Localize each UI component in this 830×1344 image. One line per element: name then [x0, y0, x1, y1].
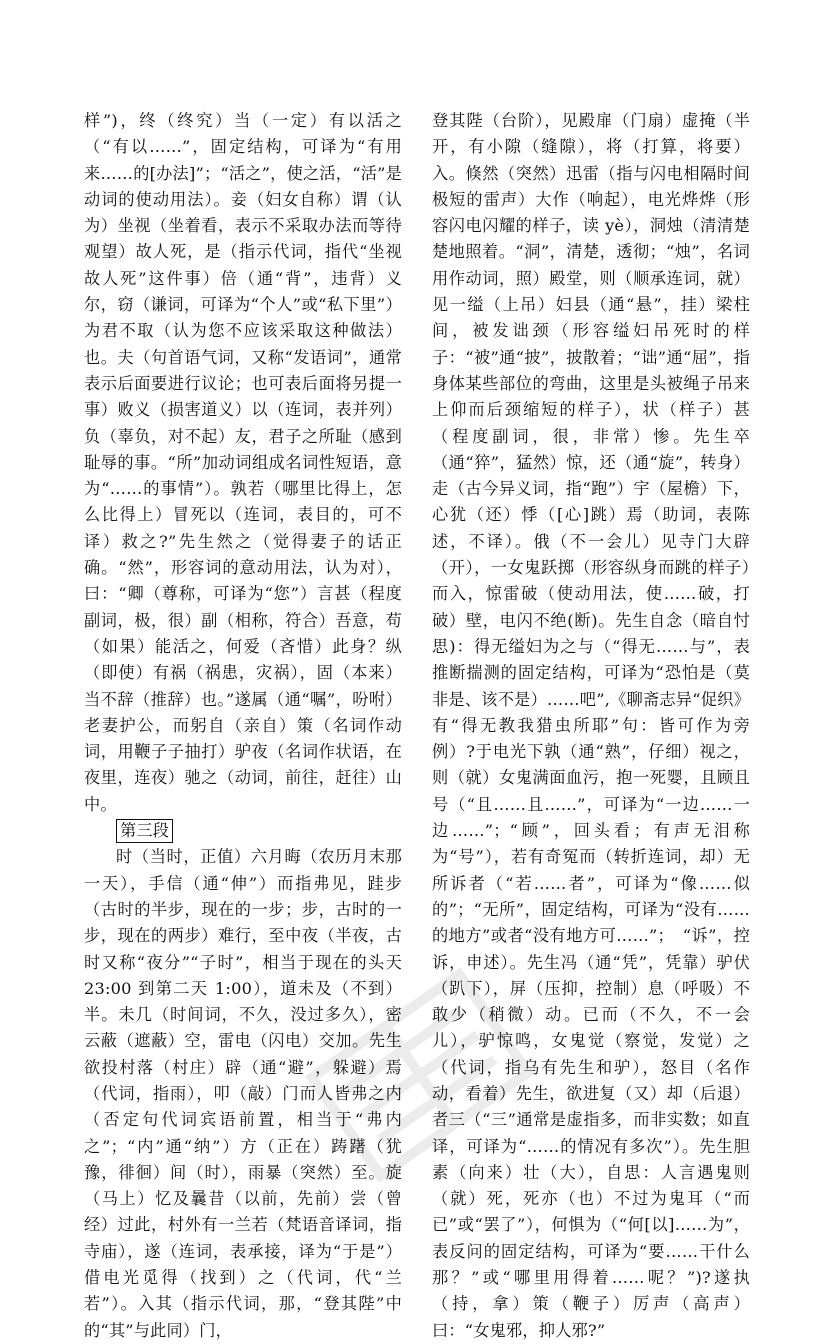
section-heading: 第三段	[116, 819, 173, 843]
left-paragraph-2: 时（当时，正值）六月晦（农历月末那一天），手信（通“伸”）而指弗见，跬步（古时的半步，现在的一步；步，古时的一步，现在的两步）难行，至中夜（半夜，古时又称“夜分”“子时”，相当于现在的头天 23:00 到第二天 1:00），道未及（不到）半。未几（时间词，不久，没过多久），密云蔽（遮蔽）空，雷电（闪电）交加。先生欲投村落（村庄）辟（通“避”，躲避）焉（代词，指雨），叩（敲）门而人皆弗之内（否定句代词宾语前置，相当于“弗内之”；“内”通“纳”）方（正在）踌躇（犹豫，徘徊）间（时），雨暴（突然）至。旋（马上）忆及曩昔（以前，先前）尝（曾经）过此，村外有一兰若（梵语音译词，指寺庙），遂（连词，表承接，译为“于是”）借电光觅得（找到）之（代词，代“兰若”）。入其（指示代词，那，“登其陛”中的“其”与此同）门，	[84, 847, 402, 1340]
right-paragraph-1: 登其陛（台阶），见殿扉（门扇）虚掩（半开，有小隙（缝隙），将（打算，将要）入。倏然（突然）迅雷（指与闪电相隔时间极短的雷声）大作（响起），电光烨烨（形容闪电闪耀的样子，读 yè），洞烛（清清楚楚地照着。“洞”，清楚，透彻；“烛”，名词用作动词，照）殿堂，则（顺承连词，就）见一缢（上吊）妇县（通“悬”，挂）梁柱间，被发诎颈（形容缢妇吊死时的样子：“被”通“披”，披散着；“诎”通“屈”，指身体某些部位的弯曲，这里是头被绳子吊来上仰而后颈缩短的样子），状（样子）甚（程度副词，很，非常）惨。先生卒（通“猝”，猛然）惊，还（通“旋”，转身）走（古今异义词，指“跑”）宇（屋檐）下，心犹（还）悸（[心]跳）焉（助词，表陈述，不译）。俄（不一会儿）见寺门大辟（开），一女鬼跃掷（形容纵身而跳的样子）而入，惊雷破（使动用法，使……破，打破）壁，电闪不绝(断)。先生自念（暗自忖思)：得无缢妇为之与（“得无……与”，表推断揣测的固定结构，可译为“恐怕是（莫非是、该不是）……吧”,《聊斋志异“促织》有“得无教我猎虫所耶”句：皆可作为旁例）?于电光下孰（通“熟”，仔细）视之，则（就）女鬼满面血污，抱一死婴，且顾且号（“且……且……”，可译为“一边……一边……”；“顾”，回头看；有声无泪称为“号”），若有奇冤而（转折连词，却）无所诉者（“若……者”，可译为“像……似的”；“无所”，固定结构，可译为“没有……的地方”或者“没有地方可……”； “诉”，控诉，申述）。先生冯（通“凭”，凭靠）驴伏（趴下），屏（压抑，控制）息（呼吸）不敢少（稍微）动。已而（不久，不一会儿），驴惊鸣，女鬼觉（察觉，发觉）之（代词，指乌有先生和驴），怒目（名作动，看着）先生，欲进复（又）却（后退）者三（“三”通常是虚指多，而非实数；如直译，可译为“……的情况有多次”）。先生胆素（向来）壮（大），自思：人言遇鬼则（就）死，死亦（也）不过为鬼耳（“而已”或“罢了”），何惧为（“何[以]……为”，表反问的固定结构，可译为“要……干什么那？”或“哪里用得着……呢？”)?遂执（持，拿）策（鞭子）厉声（高声）曰：“女鬼邪，抑人邪?”	[432, 111, 750, 1340]
left-paragraph-1: 样”)，终（终究）当（一定）有以活之（“有以……”，固定结构，可译为“有用来……的[办法]”；“活之”，使之活，“活”是动词的使动用法）。妾（妇女自称）谓（认为）坐视（坐着看，表示不采取办法而等待观望）故人死，是（指示代词，指代“坐视故人死”这件事）倍（通“背”，违背）义尔，窃（谦词，可译为“个人”或“私下里”）为君不取（认为您不应该采取这种做法）也。夫（句首语气词，又称“发语词”，通常表示后面要进行议论；也可表后面将另提一事）败义（损害道义）以（连词，表并列）负（辜负，对不起）友，君子之所耻（感到耻辱的事。“所”加动词组成名词性短语，意为“……的事情”）。孰若（哪里比得上，怎么比得上）冒死以（连词，表目的，可不译）救之?”先生然之（觉得妻子的话正确。“然”，形容词的意动用法，认为对），曰：“卿（尊称，可译为“您”）言甚（程度副词，极，很）副（相称，符合）吾意，苟（如果）能活之，何爱（吝惜）此身？纵（即使）有祸（祸患，灾祸），固（本来）当不辞（推辞）也。”遂属（通“嘱”，吩咐）老妻护公，而躬自（亲自）策（名词作动词，用鞭子子抽打）驴夜（名词作状语，在夜里，连夜）驰之（动词，前往，赶往）山中。	[84, 111, 402, 814]
left-column	[84, 108, 402, 1344]
right-column	[432, 108, 750, 1344]
section-heading-box	[84, 818, 402, 844]
